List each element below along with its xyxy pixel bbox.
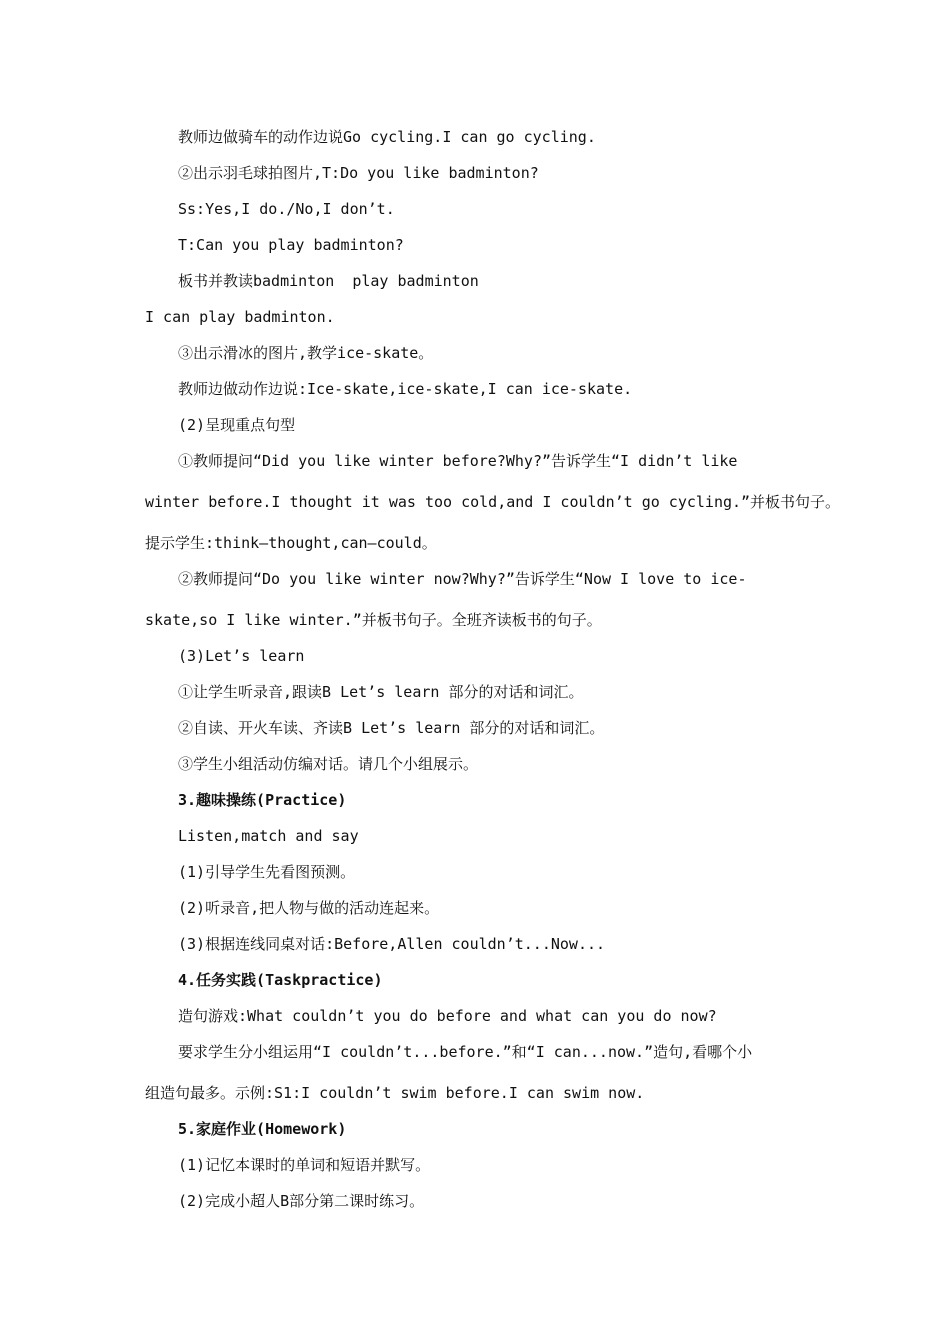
subsection-heading: (3)Let’s learn xyxy=(178,647,305,665)
text-line: ②自读、开火车读、齐读B Let’s learn 部分的对话和词汇。 xyxy=(178,719,605,737)
text-line: ③学生小组活动仿编对话。请几个小组展示。 xyxy=(178,755,479,773)
text-line: (2)听录音,把人物与做的活动连起来。 xyxy=(178,899,440,917)
text-line: 组造句最多。示例:S1:I couldn’t swim before.I can swim now. xyxy=(145,1084,645,1102)
text-line: (1)引导学生先看图预测。 xyxy=(178,863,356,881)
text-line: 教师边做动作边说:Ice-skate,ice-skate,I can ice-skate. xyxy=(178,380,633,398)
text-line: 要求学生分小组运用“I couldn’t...before.”和“I can...now.”造句,看哪个小 xyxy=(178,1043,753,1061)
subsection-heading: (2)呈现重点句型 xyxy=(178,416,296,434)
text-line: 板书并教读badminton play badminton xyxy=(178,272,479,290)
text-line: (3)根据连线同桌对话:Before,Allen couldn’t...Now... xyxy=(178,935,606,953)
text-line: T:Can you play badminton? xyxy=(178,236,404,254)
text-line: Ss:Yes,I do./No,I don’t. xyxy=(178,200,395,218)
text-line: 提示学生:think—thought,can—could。 xyxy=(145,534,437,552)
text-line: ③出示滑冰的图片,教学ice-skate。 xyxy=(178,344,434,362)
text-line: 教师边做骑车的动作边说Go cycling.I can go cycling. xyxy=(178,128,596,146)
text-line: Listen,match and say xyxy=(178,827,359,845)
text-line: 造句游戏:What couldn’t you do before and what can you do now? xyxy=(178,1007,717,1025)
section-heading: 5.家庭作业(Homework) xyxy=(178,1120,347,1138)
text-line: ②教师提问“Do you like winter now?Why?”告诉学生“Now I love to ice- xyxy=(178,570,747,588)
text-line: (1)记忆本课时的单词和短语并默写。 xyxy=(178,1156,431,1174)
text-line: skate,so I like winter.”并板书句子。全班齐读板书的句子。 xyxy=(145,611,602,629)
text-line: (2)完成小超人B部分第二课时练习。 xyxy=(178,1192,425,1210)
text-line: I can play badminton. xyxy=(145,308,335,326)
text-line: winter before.I thought it was too cold,and I couldn’t go cycling.”并板书句子。 xyxy=(145,493,841,511)
text-line: ①让学生听录音,跟读B Let’s learn 部分的对话和词汇。 xyxy=(178,683,584,701)
text-line: ②出示羽毛球拍图片,T:Do you like badminton? xyxy=(178,164,539,182)
text-line: ①教师提问“Did you like winter before?Why?”告诉学生“I didn’t like xyxy=(178,452,738,470)
section-heading: 3.趣味操练(Practice) xyxy=(178,791,347,809)
section-heading: 4.任务实践(Taskpractice) xyxy=(178,971,383,989)
